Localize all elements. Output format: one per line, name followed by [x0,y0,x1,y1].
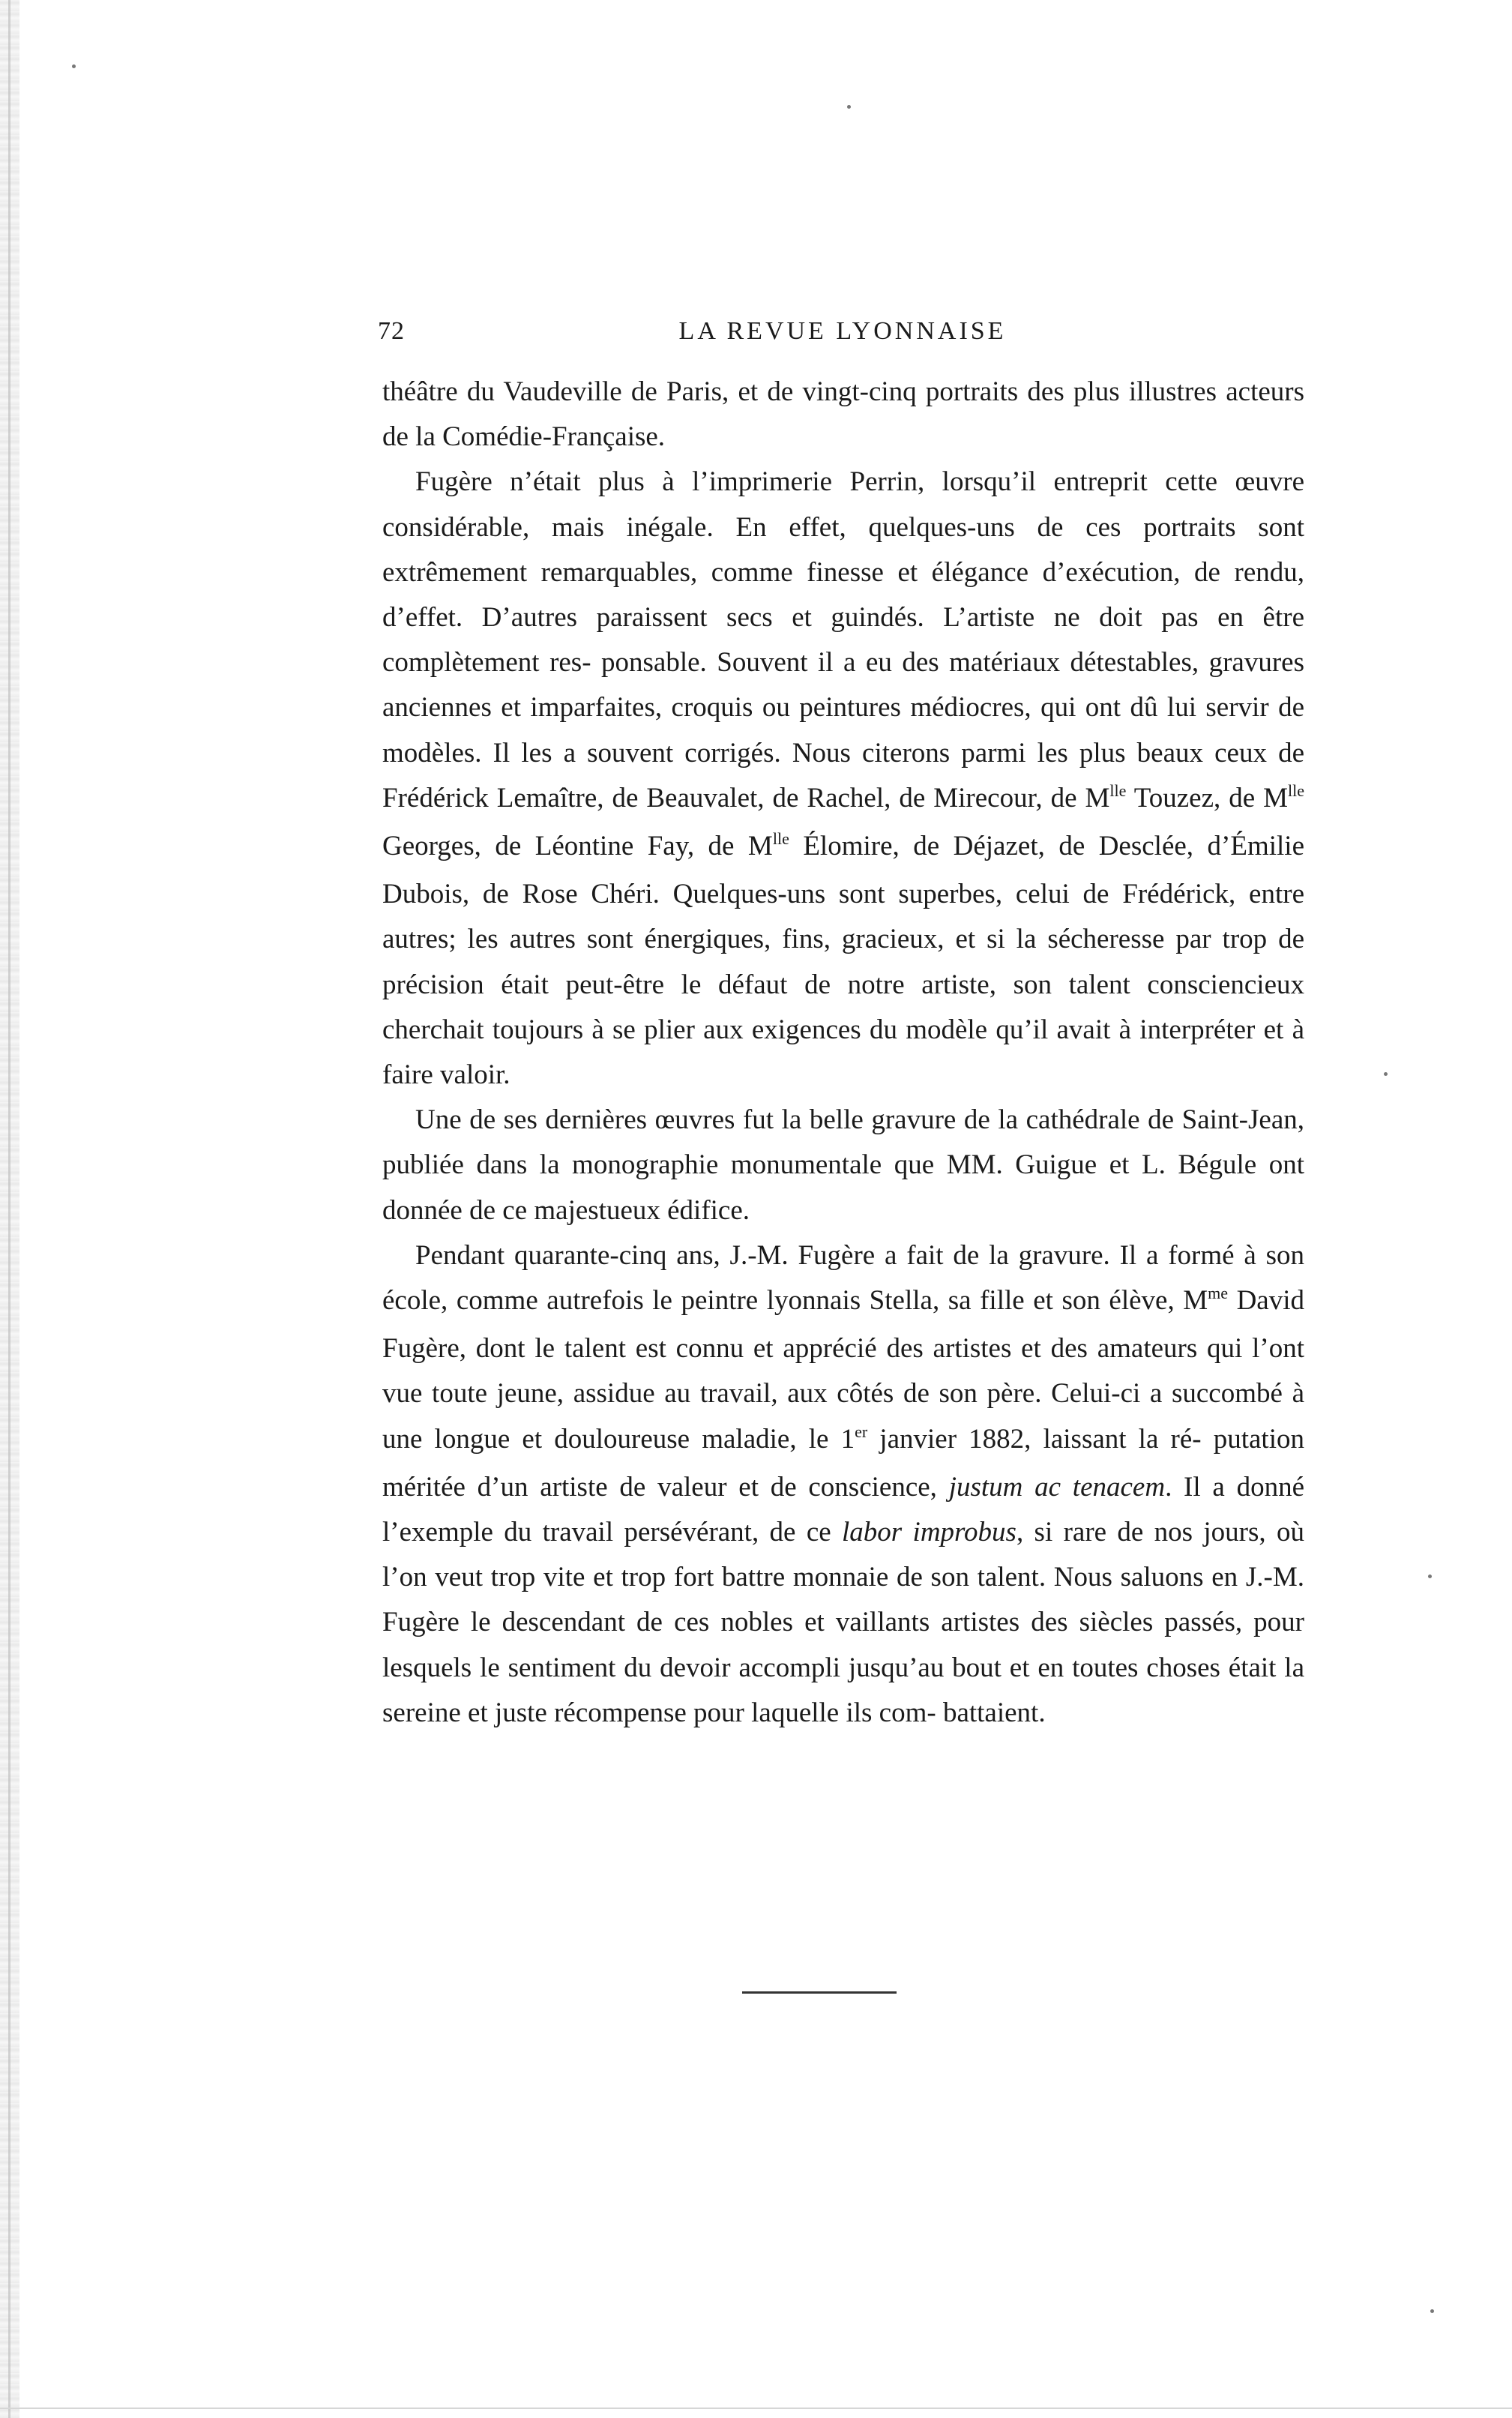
superscript-er: er [855,1422,868,1441]
superscript-lle: lle [1109,781,1127,800]
article-body [382,370,1304,1736]
running-title: LA REVUE LYONNAISE [678,317,1007,345]
paragraph-4-text-e: , si rare de nos jours, où l’on veut trop vite et trop fort battre monnaie de son talent. Nous saluons en J.-M. Fugère le descendant de ces nobles et vaillants artistes des siècles passés, pour lesquels le sentiment du devoir accompli jusqu’au bout et en toutes choses était la sereine et juste récompense pour laquelle ils com- battaient. [382,1517,1304,1728]
paragraph-1: théâtre du Vaudeville de Paris, et de vingt-cinq portraits des plus illustres acteurs de la Comédie-Française. [382,376,1304,453]
paragraph-2-text-c: Georges, de Léontine Fay, de M [382,831,773,862]
paragraph-3: Une de ses dernières œuvres fut la belle gravure de la cathédrale de Saint-Jean, publiée dans la monographie monumentale que MM. Guigue et L. Bégule ont donnée de ce majestueux édifice. [382,1104,1304,1226]
binding-shadow [8,0,10,2418]
paragraph-4 [382,1233,1304,1736]
paragraph-4-text-a: Pendant quarante-cinq ans, J.-M. Fugère a fait de la gravure. Il a formé à son école, comme autrefois le peintre lyonnais Stella, sa fille et son élève, M [382,1239,1304,1317]
page-bottom-edge [0,2408,1512,2409]
latin-phrase-justum-ac-tenacem: justum ac tenacem [948,1471,1166,1503]
paragraph-4-text-d: . Il a donné l’exemple du travail persévérant, de ce [382,1471,1305,1548]
paragraph-4-text-c: janvier 1882, laissant la ré- putation méritée d’un artiste de valeur et de conscience, [382,1423,1304,1503]
section-end-rule [742,1991,897,1994]
paragraph-2 [382,460,1304,1098]
superscript-lle: lle [772,829,789,849]
scan-speck [72,64,76,68]
paragraph-2-text-d: Élomire, de Déjazet, de Desclée, d’Émilie Dubois, de Rose Chéri. Quelques-uns sont superbes, celui de Frédérick, entre autres; les autres sont énergiques, fins, gracieux, et si la sécheresse par trop de précision était peut-être le défaut de notre artiste, son talent consciencieux cherchait toujours à se plier aux exigences du modèle qu’il avait à interpréter et à faire valoir. [382,831,1304,1091]
scan-speck [1428,1575,1432,1578]
superscript-me: me [1208,1284,1229,1303]
paragraph-4-text-b: David Fugère, dont le talent est connu et apprécié des artistes et des amateurs qui l’ont vue toute jeune, assidue au travail, aux côtés de son père. Celui-ci a succombé à une longue et douloureuse maladie, le 1 [382,1285,1304,1455]
scan-speck [847,105,851,109]
page-header [378,317,1307,362]
scan-speck [1384,1072,1388,1076]
page-number: 72 [378,317,405,345]
scan-speck [1430,2309,1434,2313]
latin-phrase-labor-improbus: labor improbus [842,1517,1016,1548]
paragraph-2-text-b: Touzez, de M [1126,782,1288,813]
superscript-lle: lle [1288,781,1304,800]
paragraph-2-text-a: Fugère n’était plus à l’imprimerie Perrin, lorsqu’il entreprit cette œuvre considérable, mais inégale. En effet, quelques-uns de ces portraits sont extrêmement remarquables, comme finesse et élégance d’exécution, de rendu, d’effet. D’autres paraissent secs et guindés. L’artiste ne doit pas en être complètement res- ponsable. Souvent il a eu des matériaux détestables, gravures anciennes et imparfaites, croquis ou peintures médiocres, qui ont dû lui servir de modèles. Il les a souvent corrigés. Nous citerons parmi les plus beaux ceux de Frédérick Lemaître, de Beauvalet, de Rachel, de Mirecour, de M [382,466,1304,813]
